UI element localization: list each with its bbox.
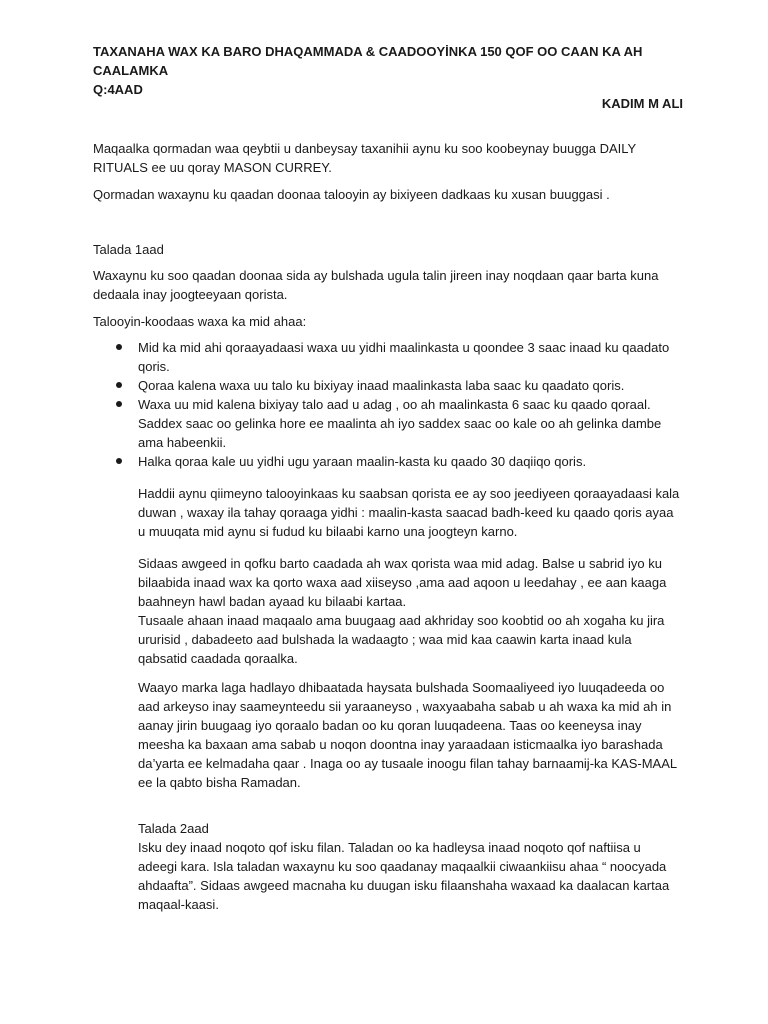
text-line: aanay jirin buugaag iyo qoraalo badan oo ku qoran luuqadeena. Taas oo keeneysa inay [138, 718, 642, 733]
body-paragraph [138, 554, 683, 668]
text-line: Saddex saac oo gelinka hore ee maalinta ah iyo saddex saac oo kale oo ah gelinka dambe [138, 416, 662, 431]
text-line: Qormadan waxaynu ku qaadan doonaa talooyin ay bixiyeen dadkaas ku xusan buuggasi . [93, 187, 610, 202]
text-line: Haddii aynu qiimeyno talooyinkaas ku saabsan qorista ee ay soo jeediyeen qoraayadaasi kala [138, 486, 680, 501]
text-line: Waxa uu mid kalena bixiyay talo aad u adag , oo ah maalinkasta 6 saac ku qaado qoraal. [138, 397, 651, 412]
text-line: ahdaafta”. Sidaas awgeed macnaha ku duugan isku filaanshaha waxaad ka daalacan kartaa [138, 878, 670, 893]
section2-paragraph [138, 838, 683, 914]
text-line: Waxaynu ku soo qaadan doonaa sida ay bulshada ugula talin jireen inay noqdaan qaar barta kuna [93, 268, 659, 283]
text-line: Sidaas awgeed in qofku barto caadada ah wax qorista waa mid adag. Balse u sabrid iyo ku [138, 556, 662, 571]
intro-paragraph-2 [93, 185, 683, 204]
section-heading-1: Talada 1aad [93, 242, 164, 257]
text-line: maqaal-kaasi. [138, 897, 219, 912]
bullet-icon [116, 382, 122, 388]
text-line: Halka qoraa kale uu yidhi ugu yaraan maalin-kasta ku qaado 30 daqiiqo qoris. [138, 454, 587, 469]
text-line: aad arkeyso inay saameynteedu sii yaraaneyso , waxyaabaha sabab u ah waxa ka mid ah in [138, 699, 672, 714]
text-line: da’yarta ee kelmadaha qaar . Inaga oo ay tusaale inoogu filan tahay barnaamij-ka KAS-MAAL [138, 756, 678, 771]
text-line: meesha ka baxaan ama sabab u noqon doontna inay yaraadaan isticmaalka iyo barashada [138, 737, 663, 752]
text-line: Isku dey inaad noqoto qof isku filan. Taladan oo ka hadleysa inaad noqoto qof naftiisa u [138, 840, 641, 855]
text-line: Mid ka mid ahi qoraayadaasi waxa uu yidhi maalinkasta u qoondee 3 saac inaad ku qaadato [138, 340, 670, 355]
author-name: KADIM M ALI [601, 96, 683, 111]
title-line: TAXANAHA WAX KA BARO DHAQAMMADA & CAADOOYİNKA 150 QOF OO CAAN KA AH [93, 44, 643, 59]
text-line: ururisid , dabadeeto aad bulshada la wadaagto ; waa mid kaa caawin karta inaad kula [138, 632, 632, 647]
document-title [93, 42, 683, 99]
section1-paragraph [93, 266, 683, 304]
text-line: dedaala inay joogteeyaan qorista. [93, 287, 288, 302]
text-line: RITUALS ee uu qoray MASON CURREY. [93, 160, 332, 175]
list-intro: Talooyin-koodaas waxa ka mid ahaa: [93, 314, 307, 329]
title-line: CAALAMKA [93, 63, 169, 78]
list-item [93, 376, 683, 395]
text-line: adeegi kara. Isla taladan waxaynu ku soo qaadanay maqaalkii ciwaankiisu ahaa “ noocyada [138, 859, 667, 874]
bullet-icon [116, 344, 122, 350]
text-line: bilaabida inaad wax ka qorto waxa aad xiiseyso ,ama aad aqoon u leedahay , ee aan kaaga [138, 575, 667, 590]
text-line: baahneyn hawl badan ayaad ku bilaabi kartaa. [138, 594, 407, 609]
text-line: duwan , waxay ila tahay qoraaga yidhi : maalin-kasta saacad badh-keed ku qaado qoris ayaa [138, 505, 674, 520]
bullet-icon [116, 458, 122, 464]
text-line: ama habeenkii. [138, 435, 227, 450]
section-heading-2: Talada 2aad [138, 821, 209, 836]
body-paragraph [138, 484, 683, 541]
text-line: Maqaalka qormadan waa qeybtii u danbeysay taxanihii aynu ku soo koobeynay buugga DAILY [93, 141, 637, 156]
title-line: Q:4AAD [93, 82, 143, 97]
text-line: ee la qabto bisha Ramadan. [138, 775, 301, 790]
text-line: qoris. [138, 359, 170, 374]
text-line: Qoraa kalena waxa uu talo ku bixiyay inaad maalinkasta laba saac ku qaadato qoris. [138, 378, 625, 393]
text-line: u muuqata mid aynu si fudud ku bilaabi karno una joogteyn karno. [138, 524, 518, 539]
bullet-icon [116, 401, 122, 407]
list-item [93, 395, 683, 452]
text-line: Tusaale ahaan inaad maqaalo ama buugaag aad akhriday soo koobtid oo ah xogaha ku jira [138, 613, 665, 628]
text-line: Waayo marka laga hadlayo dhibaatada haysata bulshada Soomaaliyeed iyo luuqadeeda oo [138, 680, 665, 695]
text-line: qabsatid caadada qoraalka. [138, 651, 298, 666]
list-item [93, 338, 683, 376]
advice-list [93, 338, 683, 471]
body-paragraph [138, 678, 683, 792]
intro-paragraph [93, 139, 683, 177]
list-item [93, 452, 683, 471]
